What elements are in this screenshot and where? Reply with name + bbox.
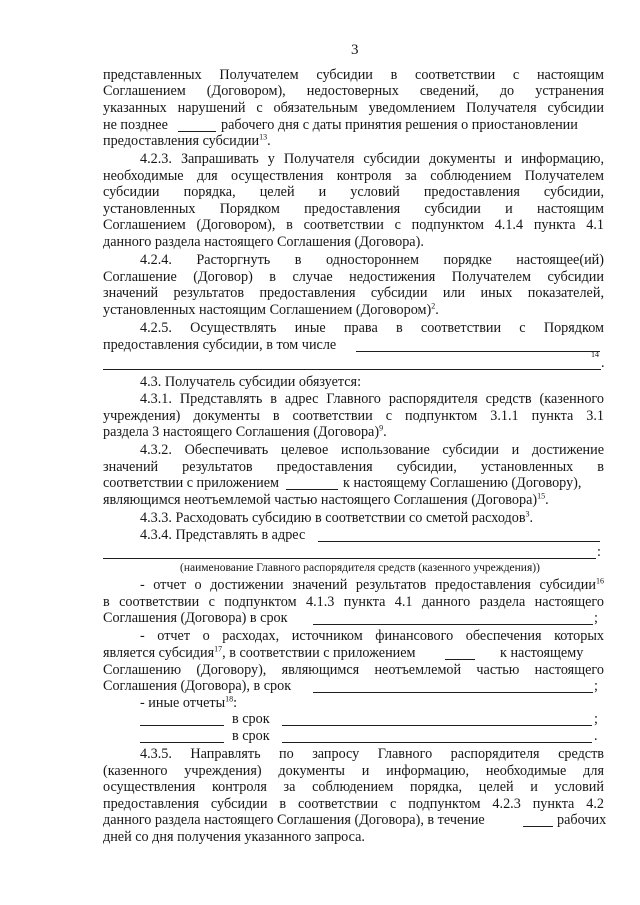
blank-line	[356, 351, 600, 352]
blank-line	[282, 725, 592, 726]
footnote-ref: 16	[596, 576, 604, 586]
text-line: представленных Получателем субсидии в соответствии с настоящим	[103, 67, 604, 83]
blank-line	[140, 725, 224, 726]
text-line: - иные отчеты$^{18}$:	[140, 694, 238, 711]
text-line: данного раздела настоящего Соглашения (Договора).	[103, 234, 424, 250]
blank-line	[103, 369, 601, 370]
text-line: - отчет о расходах, источником финансового обеспечения которых	[140, 628, 604, 644]
footnote-ref: 3	[525, 509, 530, 519]
blank-line	[286, 489, 338, 490]
footnote-ref: 9	[379, 423, 384, 433]
text-line: предоставления субсидии$^{13}$.	[103, 132, 271, 149]
text-line: значений результатов предоставления субсидии, установленных в	[103, 459, 604, 475]
text-line: .	[594, 728, 598, 744]
blank-line	[523, 826, 553, 827]
text-line: ;	[594, 610, 598, 626]
text-line: в соответствии с подпунктом 4.1.3 пункта 4.1 данного раздела настоящего	[103, 594, 604, 610]
field-caption: (наименование Главного распорядителя средств (казенного учреждения))	[180, 562, 540, 574]
text-line: (казенного учреждения) документы и информацию, необходимые для	[103, 763, 604, 779]
blank-line	[282, 742, 592, 743]
blank-line	[140, 742, 224, 743]
text-line: Соглашения (Договора), в срок	[103, 678, 292, 694]
text-line: Соглашения (Договора) в срок	[103, 610, 288, 626]
text-line: необходимые для осуществления контроля за соблюдением Получателем	[103, 168, 604, 184]
blank-line	[103, 558, 596, 559]
text-line: 4.3.3. Расходовать субсидию в соответствии со сметой расходов$^3$.	[140, 509, 534, 526]
text-line: к настоящему	[500, 645, 584, 661]
text-line: 4.2.4. Расторгнуть в одностороннем порядке настоящее(ий)	[140, 252, 604, 268]
footnote-ref: 15	[537, 491, 546, 501]
text-line: предоставления субсидии, в том числе	[103, 337, 337, 353]
footnote-ref: 13	[259, 132, 268, 142]
blank-line	[313, 624, 593, 625]
text-line: 4.3.4. Представлять в адрес	[140, 527, 306, 543]
text-line: к настоящему Соглашению (Договору),	[343, 475, 582, 491]
text-line: 4.3.2. Обеспечивать целевое использование субсидии и достижение	[140, 442, 604, 458]
footnote-ref: 18	[225, 694, 234, 704]
blank-line	[318, 541, 600, 542]
text-line: установленных настоящим Соглашением (Договором)$^2$.	[103, 301, 439, 318]
footnote-ref: 17	[214, 644, 223, 654]
text-line: рабочих	[557, 812, 607, 828]
text-line: 4.2.5. Осуществлять иные права в соответствии с Порядком	[140, 320, 604, 336]
text-line: является субсидия$^{17}$, в соответствии с приложением	[103, 644, 416, 661]
text-line: установленных Порядком предоставления субсидии и настоящим	[103, 201, 604, 217]
footnote-ref: 2	[431, 301, 436, 311]
text-line: Соглашению (Договору), являющимся неотъемлемой частью настоящего	[103, 662, 604, 678]
footnote-ref: 14	[591, 350, 599, 359]
blank-line	[445, 659, 475, 660]
text-line: Соглашение (Договор) в случае недостижения Получателем субсидии	[103, 269, 604, 285]
text-line: значений результатов предоставления субсидии или иных показателей,	[103, 285, 604, 301]
text-line: в срок	[232, 711, 270, 727]
text-line: рабочего дня с даты принятия решения о приостановлении	[221, 117, 578, 133]
blank-line	[178, 131, 216, 132]
text-line: в срок	[232, 728, 270, 744]
text-line: не позднее	[103, 117, 168, 133]
text-line: являющимся неотъемлемой частью настоящего Соглашения (Договора)$^{15}$.	[103, 491, 549, 508]
text-line: указанных нарушений с обязательным уведомлением Получателя субсидии	[103, 100, 604, 116]
text-line: раздела 3 настоящего Соглашения (Договора)$^9$.	[103, 423, 387, 440]
blank-line	[313, 692, 593, 693]
text-line: Соглашением (Договором), недостоверных сведений, до устранения	[103, 83, 604, 99]
text-line: :	[597, 544, 601, 560]
text-line: ;	[594, 711, 598, 727]
text-line: осуществления контроля за соблюдением порядка, целей и условий	[103, 779, 604, 795]
text-line: 4.3.5. Направлять по запросу Главного распорядителя средств	[140, 746, 604, 762]
text-line: соответствии с приложением	[103, 475, 280, 491]
text-line: .	[601, 355, 605, 371]
text-line: субсидии порядка, целей и условий предоставления субсидии,	[103, 184, 604, 200]
text-line: предоставления субсидии в соответствии с подпунктом 4.2.3 пункта 4.2	[103, 796, 604, 812]
text-line: Соглашением (Договором), в соответствии с подпунктом 4.1.4 пункта 4.1	[103, 217, 604, 233]
text-line: 4.3. Получатель субсидии обязуется:	[140, 374, 362, 390]
page-number: 3	[351, 42, 359, 58]
text-line: ;	[594, 678, 598, 694]
text-line: учреждения) документы в соответствии с подпунктом 3.1.1 пункта 3.1	[103, 408, 604, 424]
text-line: - отчет о достижении значений результатов предоставления субсидии$^{16}$	[140, 576, 604, 593]
text-line: данного раздела настоящего Соглашения (Договора), в течение	[103, 812, 485, 828]
text-line: дней со дня получения указанного запроса.	[103, 829, 365, 845]
text-line: 4.2.3. Запрашивать у Получателя субсидии документы и информацию,	[140, 151, 604, 167]
text-line: 4.3.1. Представлять в адрес Главного распорядителя средств (казенного	[140, 391, 604, 407]
